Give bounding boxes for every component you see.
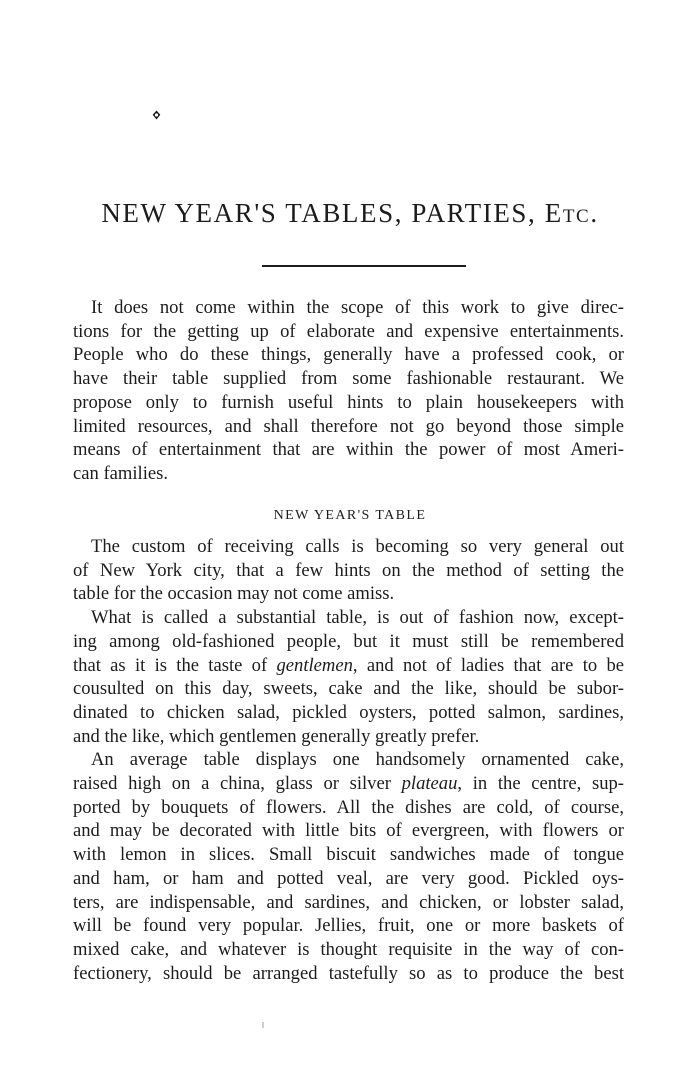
text-line: ters, are indispensable, and sardines, and chicken, or lobster salad, <box>73 891 624 913</box>
text-line: and the like, which gentlemen generally greatly prefer. <box>73 725 480 747</box>
text-line: of New York city, that a few hints on the method of setting the <box>73 559 624 581</box>
ornament-icon <box>152 110 161 120</box>
text-line: and ham, or ham and potted veal, are very good. Pickled oys- <box>73 867 624 889</box>
emphasis-gentlemen: gentlemen <box>276 654 353 676</box>
text-segment: , in the centre, sup- <box>457 773 624 795</box>
title-divider <box>262 265 466 267</box>
text-line: cousulted on this day, sweets, cake and the like, should be subor- <box>73 678 624 700</box>
section-body <box>73 535 624 985</box>
text-line: propose only to furnish useful hints to plain housekeepers with <box>73 391 624 413</box>
text-line: mixed cake, and whatever is thought requisite in the way of con- <box>73 938 624 960</box>
print-mark <box>262 1022 264 1028</box>
text-line <box>73 772 624 796</box>
title-main: NEW YEAR'S TABLES, PARTIES, <box>101 198 545 228</box>
title-etc: Etc. <box>544 198 599 228</box>
text-line: What is called a substantial table, is out of fashion now, except- <box>91 607 624 629</box>
text-line: fectionery, should be arranged tastefully so as to produce the best <box>73 962 624 984</box>
intro-paragraph <box>73 296 624 486</box>
text-segment: , and not of ladies that are to be <box>352 654 624 676</box>
text-line: can families. <box>73 462 168 484</box>
text-line: dinated to chicken salad, pickled oysters, potted salmon, sardines, <box>73 701 624 723</box>
text-line: with lemon in slices. Small biscuit sandwiches made of tongue <box>73 844 624 866</box>
text-line: People who do these things, generally have a professed cook, or <box>73 344 624 366</box>
text-line <box>73 654 624 678</box>
text-line: have their table supplied from some fashionable restaurant. We <box>73 368 624 390</box>
text-line: limited resources, and shall therefore not go beyond those simple <box>73 415 624 437</box>
text-line: tions for the getting up of elaborate and expensive entertainments. <box>73 320 624 342</box>
text-line: means of entertainment that are within the power of most Ameri- <box>73 439 624 461</box>
text-segment: raised high on a china, glass or silver <box>73 773 402 795</box>
text-line: It does not come within the scope of this work to give direc- <box>91 297 624 318</box>
text-line: ported by bouquets of flowers. All the dishes are cold, of course, <box>73 796 624 818</box>
emphasis-plateau: plateau <box>401 773 458 795</box>
text-line: will be found very popular. Jellies, fruit, one or more baskets of <box>73 915 624 937</box>
text-segment: that as it is the taste of <box>73 654 277 676</box>
text-line: and may be decorated with little bits of evergreen, with flowers or <box>73 820 624 842</box>
text-line: ing among old-fashioned people, but it must still be remembered <box>73 630 624 652</box>
text-line: An average table displays one handsomely ornamented cake, <box>91 749 624 771</box>
page-title <box>0 198 700 229</box>
text-line: The custom of receiving calls is becoming so very general out <box>91 536 624 557</box>
text-line: table for the occasion may not come amiss. <box>73 583 395 605</box>
section-heading: NEW YEAR'S TABLE <box>273 508 427 523</box>
